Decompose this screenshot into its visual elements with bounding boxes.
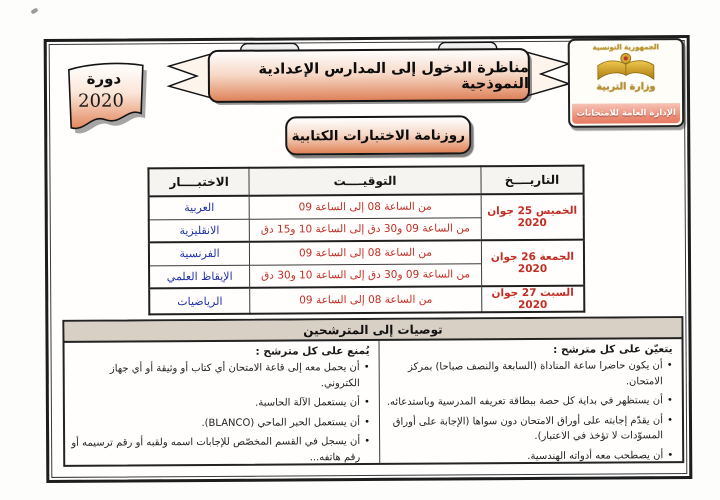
- exam-time: من الساعة 08 إلى الساعة 09: [250, 240, 482, 264]
- must-list: [386, 358, 674, 465]
- forbidden-heading: يُمنع على كل مترشح :: [255, 344, 370, 358]
- list-item: • أن يستعمل الآلة الحاسبة.: [71, 395, 370, 412]
- session-label: دورة: [86, 69, 122, 88]
- exam-subject: العربية: [149, 196, 250, 220]
- document-frame: [44, 35, 693, 483]
- document-title: مناظرة الدخول إلى المدارس الإعدادية النموذجية: [258, 60, 529, 93]
- title-ribbon: [163, 41, 575, 110]
- exam-subject: الرياضيات: [149, 288, 250, 315]
- must-column: [379, 339, 683, 463]
- subtitle-box: روزنامة الاختبارات الكتابية: [285, 115, 471, 155]
- exam-subject: الانقليزية: [149, 219, 250, 243]
- table-header-row: [148, 166, 583, 197]
- exam-time: من الساعة 08 إلى الساعة 09: [250, 286, 482, 313]
- open-book-emblem-icon: [594, 51, 658, 83]
- forbidden-list: [71, 360, 371, 467]
- ministry-logo-box: [568, 38, 685, 128]
- scan-artifact: [30, 8, 38, 15]
- list-item: • أن يكون حاضرا ساعة المناداة (السابعة والنصف صباحا) بمركز الامتحان.: [386, 358, 673, 391]
- table-row: [149, 286, 584, 315]
- exam-time: من الساعة 09 و30 دق إلى الساعة 10 و30 دق: [250, 263, 482, 287]
- republic-label: الجمهورية التونسية: [592, 43, 659, 52]
- list-item: • أن يحمل معه إلى قاعة الامتحان أي كتاب أو وثيقة أو أي جهاز الكتروني.: [71, 360, 370, 393]
- recommendations-section: [62, 316, 684, 467]
- exam-subject: الإيقاظ العلمي: [149, 265, 250, 289]
- department-label: الإدارة العامة للامتحانات: [572, 103, 680, 124]
- recommendations-title: توصيات إلى المترشحين: [64, 318, 681, 343]
- session-scroll-banner: [61, 57, 152, 144]
- exam-time: من الساعة 09 و30 دق إلى الساعة 10 و15 دق: [249, 217, 481, 241]
- list-item: • أن يصطحب معه أدواته الهندسية.: [386, 448, 673, 465]
- exam-date: الجمعة 26 جوان 2020: [481, 240, 584, 287]
- list-item: • أن يسجل في القسم المخصّص للإجابات اسمه ولقبه أو رقم ترسيمه أو رقم هاتفه...: [71, 434, 370, 467]
- table-row: [149, 194, 584, 220]
- list-item: • أن يستظهر في بداية كل حصة ببطاقة تعريفه المدرسية وباستدعائه.: [386, 393, 673, 410]
- must-heading: يتعيّن على كل مترشح :: [553, 343, 673, 356]
- exam-schedule-table: [147, 165, 585, 316]
- exam-time: من الساعة 08 إلى الساعة 09: [249, 194, 481, 218]
- session-year: 2020: [78, 90, 125, 112]
- exam-date: السبت 27 جوان 2020: [482, 286, 585, 313]
- exam-date: الخميس 25 جوان 2020: [481, 194, 584, 241]
- list-item: • أن يستعمل الحبر الماحي (BLANCO).: [71, 414, 370, 431]
- exam-subject: الفرنسية: [149, 242, 250, 266]
- ministry-label: وزارة التربية: [596, 81, 656, 93]
- column-header-exam: الاختبــــار: [148, 168, 249, 197]
- list-item: • أن يقدّم إجابته على أوراق الامتحان دون سواها (الإجابة على أوراق المسوّدات لا تؤخذ في الاعتبار).: [386, 413, 673, 446]
- column-header-time: التوقيــــت: [249, 166, 481, 195]
- column-header-date: التاريــــخ: [481, 166, 584, 195]
- table-row: [149, 240, 584, 266]
- forbidden-column: [65, 341, 380, 465]
